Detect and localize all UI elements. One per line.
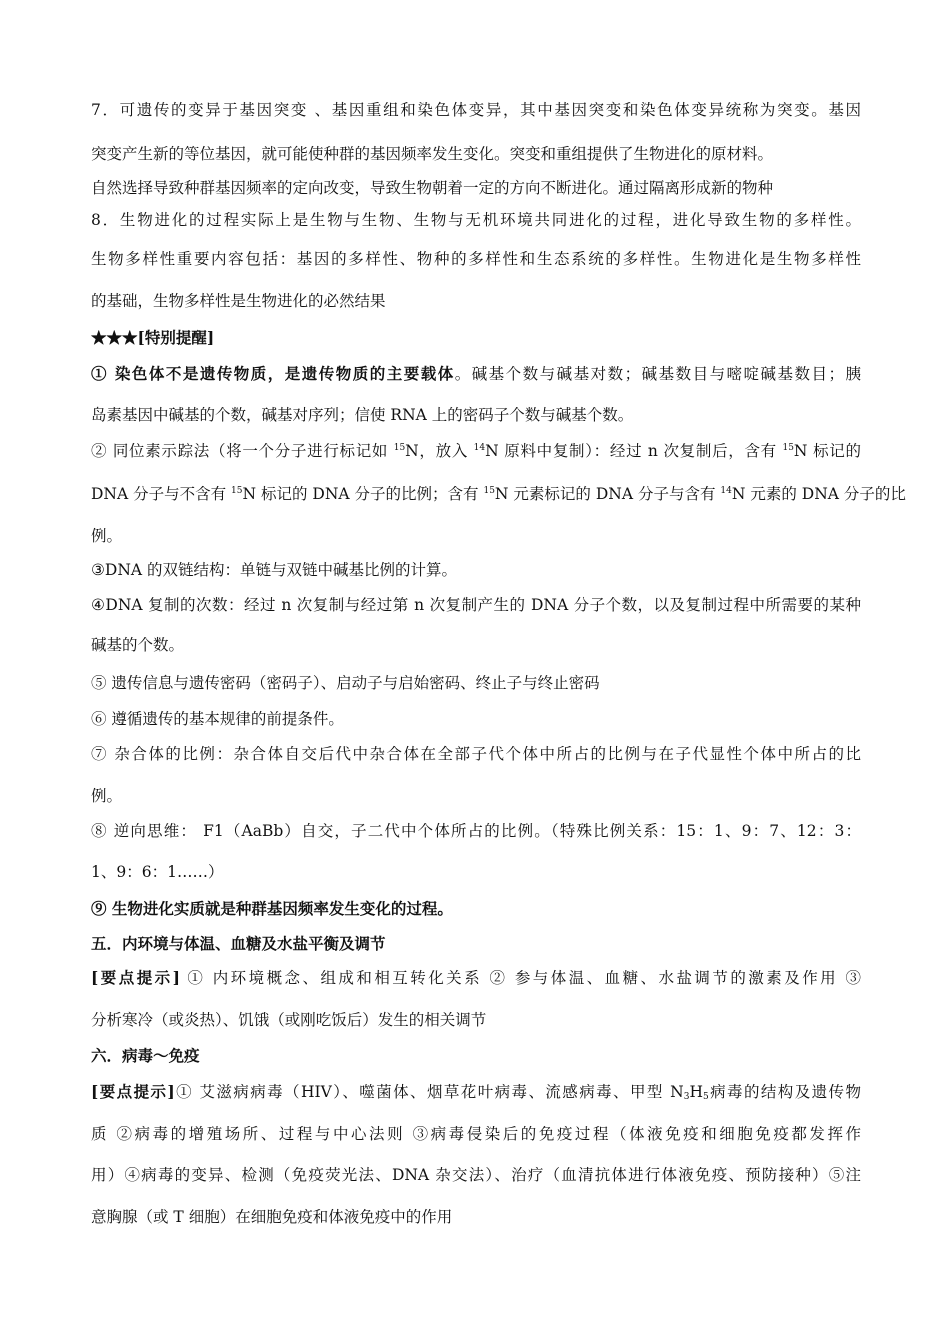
superscript: 14 [473, 443, 486, 453]
text-span: 病毒的结构及遗传物 [708, 1083, 861, 1101]
reminder-item-1-cont: 岛素基因中碱基的个数，碱基对序列；信使 RNA 上的密码子个数与碱基个数。 [91, 406, 634, 424]
tips-label: [要点提示] [91, 1082, 175, 1101]
reminder-item-7: ⑦ 杂合体的比例：杂合体自交后代中杂合体在全部子代个体中所占的比例与在子代显性个体中所占的比 [91, 745, 861, 763]
section-5-tips-cont: 分析寒冷（或炎热）、饥饿（或刚吃饭后）发生的相关调节 [91, 1011, 487, 1029]
reminder-item-8: ⑧ 逆向思维： F1（AaBb）自交，子二代中个体所占的比例。（特殊比例关系：15：1、9：7、12：3： [91, 822, 861, 840]
reminder-item-8-cont: 1、9：6：1……） [91, 863, 224, 881]
reminder-item-5: ⑤ 遗传信息与遗传密码（密码子）、启动子与启始密码、终止子与终止密码 [91, 674, 600, 692]
superscript: 15 [483, 486, 495, 496]
reminder-item-7-cont: 例。 [91, 787, 123, 805]
text-span: ① 艾滋病病毒（HIV）、噬菌体、烟草花叶病毒、流感病毒、甲型 N [174, 1083, 684, 1101]
text-span: N 标记的 DNA 分子的比例；含有 [242, 485, 484, 503]
text-span: N 标记的 [793, 442, 861, 460]
superscript: 15 [782, 443, 794, 453]
section-6-tips [91, 1082, 861, 1102]
text-span: ② 同位素示踪法（将一个分子进行标记如 [91, 442, 394, 460]
section-6-tips-line2: 质 ②病毒的增殖场所、过程与中心法则 ③病毒侵染后的免疫过程（体液免疫和细胞免疫都发挥作 [91, 1125, 861, 1143]
sec8-line1: 8．生物进化的过程实际上是生物与生物、生物与无机环境共同进化的过程，进化导致生物的多样性。 [91, 211, 861, 229]
text-span: ① 内环境概念、组成和相互转化关系 ② 参与体温、血糖、水盐调节的激素及作用 ③ [179, 969, 861, 987]
section-6-heading: 六．病毒～免疫 [91, 1046, 200, 1065]
special-reminder-title: ★★★[特别提醒] [91, 328, 215, 347]
subscript: 5 [702, 1092, 709, 1102]
subscript: 3 [683, 1092, 690, 1102]
section-6-tips-line4: 意胸腺（或 T 细胞）在细胞免疫和体液免疫中的作用 [91, 1208, 453, 1226]
tips-label: [要点提示] [91, 968, 180, 987]
reminder-item-3: ③DNA 的双链结构：单链与双链中碱基比例的计算。 [91, 561, 458, 579]
superscript: 14 [720, 486, 732, 496]
reminder-item-4-cont: 碱基的个数。 [91, 636, 185, 654]
reminder-item-1 [91, 364, 861, 384]
sec7-line1: 7．可遗传的变异于基因突变 、基因重组和染色体变异，其中基因突变和染色体变异统称为突变。基因 [91, 101, 861, 119]
reminder-item-2 [91, 441, 861, 461]
text-span: N 元素的 DNA 分子的比 [731, 485, 906, 503]
sec8-line3: 的基础，生物多样性是生物进化的必然结果 [91, 292, 386, 310]
reminder-item-1-bold: ① 染色体不是遗传物质，是遗传物质的主要载体 [91, 364, 455, 383]
reminder-item-1-rest: 。碱基个数与碱基对数；碱基数目与嘧啶碱基数目；胰 [454, 365, 861, 383]
reminder-item-2-cont [91, 484, 906, 504]
sec8-line2: 生物多样性重要内容包括：基因的多样性、物种的多样性和生态系统的多样性。生物进化是生物多样性 [91, 250, 861, 268]
sec7-line3: 自然选择导致种群基因频率的定向改变，导致生物朝着一定的方向不断进化。通过隔离形成新的物种 [91, 179, 774, 197]
reminder-item-9: ⑨ 生物进化实质就是种群基因频率发生变化的过程。 [91, 899, 453, 918]
superscript: 15 [393, 443, 406, 453]
text-span: N 原料中复制）：经过 n 次复制后，含有 [485, 442, 783, 460]
text-span: H [689, 1083, 703, 1101]
text-span: N 元素标记的 DNA 分子与含有 [494, 485, 721, 503]
reminder-item-2-end: 例。 [91, 527, 123, 545]
reminder-item-4: ④DNA 复制的次数：经过 n 次复制与经过第 n 次复制产生的 DNA 分子个数，以及复制过程中所需要的某种 [91, 596, 861, 614]
section-6-tips-line3: 用）④病毒的变异、检测（免疫荧光法、DNA 杂交法）、治疗（血清抗体进行体液免疫、预防接种）⑤注 [91, 1166, 861, 1184]
reminder-item-6: ⑥ 遵循遗传的基本规律的前提条件。 [91, 710, 344, 728]
section-5-heading: 五．内环境与体温、血糖及水盐平衡及调节 [91, 934, 386, 953]
text-span: DNA 分子与不含有 [91, 485, 232, 503]
superscript: 15 [231, 486, 243, 496]
sec7-line2: 突变产生新的等位基因，就可能使种群的基因频率发生变化。突变和重组提供了生物进化的原材料。 [91, 145, 774, 163]
text-span: N，放入 [405, 442, 474, 460]
section-5-tips [91, 968, 861, 988]
